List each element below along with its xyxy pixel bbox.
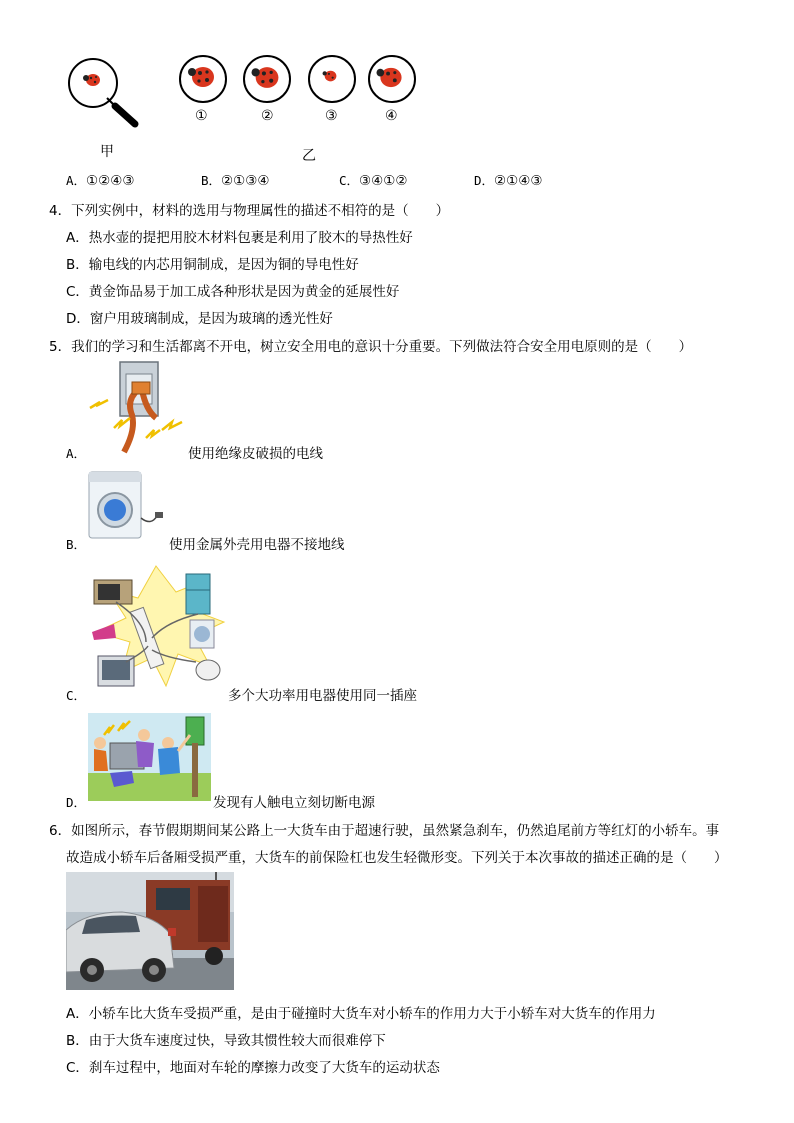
q5-option-b[interactable]: B． <box>66 537 87 552</box>
circle-label-2: ② <box>261 108 274 124</box>
truck-accident-photo <box>66 872 234 990</box>
q5-option-a[interactable]: A． <box>66 446 87 461</box>
circle-label-1: ① <box>195 108 208 124</box>
q4-option-b[interactable]: B．输电线的内芯用铜制成，是因为铜的导电性好 <box>66 257 359 273</box>
circle-label-4: ④ <box>385 108 398 124</box>
q6-option-c[interactable]: C．刹车过程中，地面对车轮的摩擦力改变了大货车的运动状态 <box>66 1060 440 1076</box>
washing-machine-image <box>87 470 167 542</box>
q5-stem: 5．我们的学习和生活都离不开电，树立安全用电的意识十分重要。下列做法符合安全用电原则的是（ ） <box>49 339 693 355</box>
q5-option-c-caption: 多个大功率用电器使用同一插座 <box>228 688 417 704</box>
q6-option-b[interactable]: B．由于大货车速度过快，导致其惯性较大而很难停下 <box>66 1033 386 1049</box>
q5-option-d[interactable]: D． <box>66 795 87 810</box>
overloaded-socket-image <box>86 562 228 694</box>
label-jia: 甲 <box>100 144 114 160</box>
q3-option-c[interactable]: C．③④①② <box>339 173 408 189</box>
ladybug-large-icon <box>375 63 405 90</box>
q4-stem: 4．下列实例中，材料的选用与物理属性的描述不相符的是（ ） <box>49 203 450 219</box>
damaged-wire-socket-image <box>86 360 186 454</box>
ladybug-small-icon <box>322 68 338 83</box>
label-yi: 乙 <box>302 148 316 164</box>
q4-option-d[interactable]: D．窗户用玻璃制成，是因为玻璃的透光性好 <box>66 311 333 327</box>
q5-option-a-caption: 使用绝缘皮破损的电线 <box>188 446 323 462</box>
q3-option-a[interactable]: A．①②④③ <box>66 173 135 189</box>
q3-option-d[interactable]: D．②①④③ <box>474 173 543 189</box>
ladybug-large-icon <box>187 62 217 90</box>
q5-option-b-caption: 使用金属外壳用电器不接地线 <box>169 537 345 553</box>
q5-option-d-caption: 发现有人触电立刻切断电源 <box>213 795 375 811</box>
cut-power-image <box>88 713 211 801</box>
q6-option-a[interactable]: A．小轿车比大货车受损严重，是由于碰撞时大货车对小轿车的作用力大于小轿车对大货车的作用力 <box>66 1006 656 1022</box>
q6-stem-line2: 故造成小轿车后备厢受损严重，大货车的前保险杠也发生轻微形变。下列关于本次事故的描述正确的是（ ） <box>66 850 728 866</box>
q4-option-c[interactable]: C．黄金饰品易于加工成各种形状是因为黄金的延展性好 <box>66 284 400 300</box>
q5-option-c[interactable]: C． <box>66 688 87 703</box>
magnifier-handle <box>105 96 139 128</box>
circle-label-3: ③ <box>325 108 338 124</box>
q3-option-b[interactable]: B．②①③④ <box>201 173 270 189</box>
ladybug-icon <box>82 70 102 88</box>
q6-stem-line1: 6．如图所示，春节假期期间某公路上一大货车由于超速行驶，虽然紧急刹车，仍然追尾前方等红灯的小轿车。事 <box>49 823 720 839</box>
q4-option-a[interactable]: A．热水壶的提把用胶木材料包裹是利用了胶木的导热性好 <box>66 230 413 246</box>
ladybug-large-icon <box>250 62 282 91</box>
